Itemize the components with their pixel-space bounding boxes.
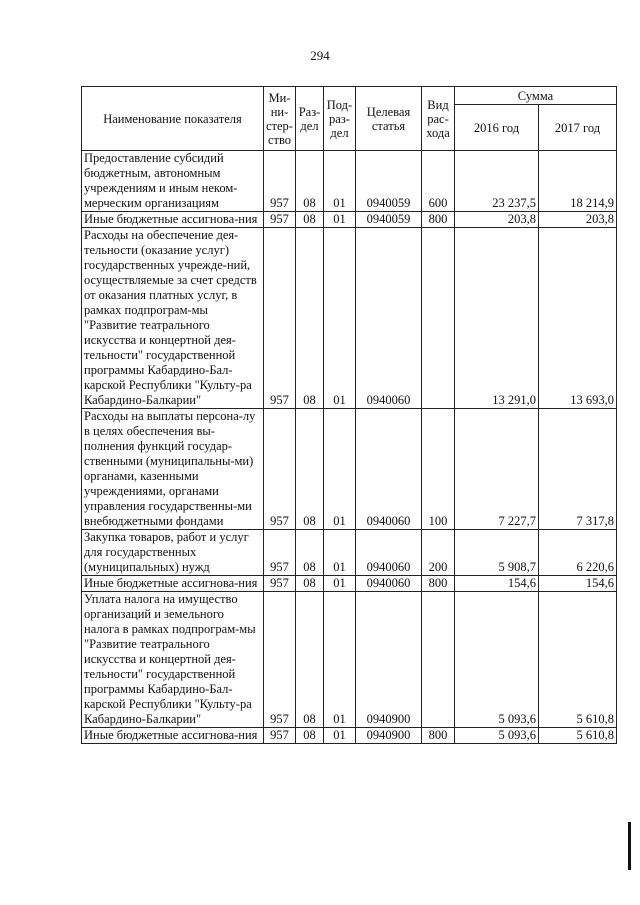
scan-edge-mark	[628, 822, 631, 870]
row-2017: 7 317,8	[539, 409, 617, 530]
row-section: 08	[296, 592, 324, 728]
table-row	[82, 576, 617, 592]
row-name: Закупка товаров, работ и услуг для государственных (муниципальных) нужд	[82, 530, 264, 576]
row-name: Уплата налога на имущество организаций и земельного налога в рамках подпрограм-мы "Развитие театрального искусства и концертной дея-тельности" государственной программы Кабардино-Бал-карской Республики "Культу-ра Кабардино-Балкарии"	[82, 592, 264, 728]
row-2017: 203,8	[539, 212, 617, 228]
row-2017: 13 693,0	[539, 228, 617, 409]
row-subsection: 01	[324, 576, 356, 592]
row-expense-type: 600	[422, 151, 455, 212]
row-ministry: 957	[264, 576, 296, 592]
row-target: 0940060	[356, 228, 422, 409]
row-target: 0940059	[356, 151, 422, 212]
table-row	[82, 592, 617, 728]
row-expense-type	[422, 228, 455, 409]
row-name: Иные бюджетные ассигнова-ния	[82, 576, 264, 592]
row-subsection: 01	[324, 228, 356, 409]
row-name: Расходы на выплаты персона-лу в целях обеспечения вы-полнения функций государ-ственными (муниципальны-ми) органами, казенными учреждениями, органами управления государственны-ми внебюджетными фондами	[82, 409, 264, 530]
row-ministry: 957	[264, 728, 296, 744]
row-ministry: 957	[264, 530, 296, 576]
row-target: 0940060	[356, 409, 422, 530]
row-2016: 5 093,6	[455, 728, 539, 744]
row-target: 0940900	[356, 728, 422, 744]
row-ministry: 957	[264, 409, 296, 530]
row-target: 0940060	[356, 530, 422, 576]
row-2017: 5 610,8	[539, 592, 617, 728]
row-2016: 13 291,0	[455, 228, 539, 409]
row-target: 0940059	[356, 212, 422, 228]
row-subsection: 01	[324, 592, 356, 728]
header-2016: 2016 год	[455, 105, 539, 151]
row-2016: 7 227,7	[455, 409, 539, 530]
table-row	[82, 212, 617, 228]
row-section: 08	[296, 151, 324, 212]
row-expense-type: 200	[422, 530, 455, 576]
row-subsection: 01	[324, 212, 356, 228]
row-section: 08	[296, 530, 324, 576]
table-row	[82, 151, 617, 212]
row-subsection: 01	[324, 151, 356, 212]
header-target: Целевая статья	[356, 87, 422, 151]
row-expense-type: 100	[422, 409, 455, 530]
row-expense-type: 800	[422, 728, 455, 744]
row-ministry: 957	[264, 228, 296, 409]
row-2017: 154,6	[539, 576, 617, 592]
header-subsection: Под- раз- дел	[324, 87, 356, 151]
table-row	[82, 228, 617, 409]
row-expense-type	[422, 592, 455, 728]
row-ministry: 957	[264, 212, 296, 228]
row-name: Предоставление субсидий бюджетным, автономным учреждениям и иным неком-мерческим организациям	[82, 151, 264, 212]
budget-table	[81, 86, 617, 744]
row-2017: 5 610,8	[539, 728, 617, 744]
row-expense-type: 800	[422, 212, 455, 228]
table-row	[82, 409, 617, 530]
row-section: 08	[296, 409, 324, 530]
row-ministry: 957	[264, 151, 296, 212]
row-2017: 18 214,9	[539, 151, 617, 212]
row-expense-type: 800	[422, 576, 455, 592]
header-ministry: Ми- ни- стер- ство	[264, 87, 296, 151]
row-ministry: 957	[264, 592, 296, 728]
table-row	[82, 530, 617, 576]
page-number: 294	[310, 48, 330, 63]
row-name: Расходы на обеспечение дея-тельности (оказание услуг) государственных учрежде-ний, осуществляемые за счет средств от оказания платных услуг, в рамках подпрограм-мы "Развитие театрального искусства и концертной дея-тельности" государственной программы Кабардино-Бал-карской Республики "Культу-ра Кабардино-Балкарии"	[82, 228, 264, 409]
row-subsection: 01	[324, 728, 356, 744]
header-expense-type: Вид рас- хода	[422, 87, 455, 151]
row-name: Иные бюджетные ассигнова-ния	[82, 212, 264, 228]
row-section: 08	[296, 576, 324, 592]
row-2016: 23 237,5	[455, 151, 539, 212]
row-2016: 5 908,7	[455, 530, 539, 576]
row-2016: 5 093,6	[455, 592, 539, 728]
row-section: 08	[296, 212, 324, 228]
row-section: 08	[296, 228, 324, 409]
row-name: Иные бюджетные ассигнова-ния	[82, 728, 264, 744]
header-section: Раз- дел	[296, 87, 324, 151]
row-subsection: 01	[324, 409, 356, 530]
row-subsection: 01	[324, 530, 356, 576]
row-target: 0940900	[356, 592, 422, 728]
row-target: 0940060	[356, 576, 422, 592]
table-row	[82, 728, 617, 744]
row-section: 08	[296, 728, 324, 744]
row-2016: 154,6	[455, 576, 539, 592]
row-2016: 203,8	[455, 212, 539, 228]
header-2017: 2017 год	[539, 105, 617, 151]
row-2017: 6 220,6	[539, 530, 617, 576]
header-name: Наименование показателя	[82, 87, 264, 151]
header-sum: Сумма	[455, 87, 617, 105]
